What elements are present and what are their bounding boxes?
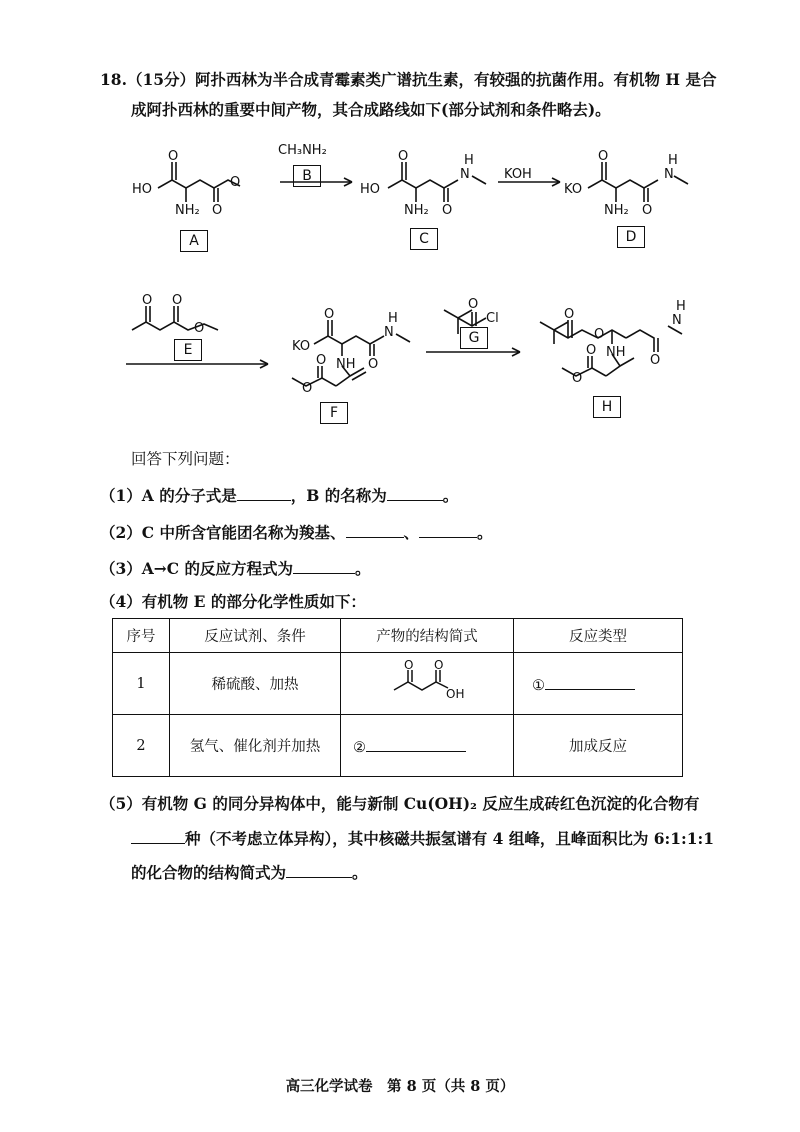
atom-O: O [212,203,223,218]
answer-blank[interactable] [419,521,477,538]
table-row [113,653,683,715]
subquestion-5-line1: （5）有机物 G 的同分异构体中，能与新制 Cu(OH)₂ 反应生成砖红色沉淀的化合物有 [100,794,700,813]
atom-O: O [172,293,183,308]
atom-NH2: NH₂ [404,203,429,218]
table-header: 序号 [113,619,170,653]
atom-O: O [194,321,205,336]
atom-KO: KO [564,182,583,197]
atom-O: O [572,371,583,386]
subquestion-3: （3）A→C 的反应方程式为 。 [100,559,371,578]
atom-HO: HO [360,182,381,197]
row-reaction-type: ① [514,653,683,715]
atom-NH2: NH₂ [604,203,629,218]
atom-H: H [464,153,474,168]
row-product-structure: ② [341,715,514,777]
atom-N: N [384,325,394,340]
table-header: 反应类型 [514,619,683,653]
answer-blank[interactable] [545,673,635,690]
table-header: 产物的结构简式 [341,619,514,653]
label-H: H [593,396,621,418]
label-C: C [410,228,438,250]
question-number: 18. [100,70,127,89]
atom-NH2: NH₂ [175,203,200,218]
answer-blank[interactable] [366,735,466,752]
row-reaction-type: 加成反应 [514,715,683,777]
row-number: 2 [113,715,170,777]
atom-OH: OH [446,686,465,701]
atom-HO: HO [132,182,153,197]
atom-O: O [442,203,453,218]
atom-O: O [598,149,609,164]
atom-N: N [664,167,674,182]
subquestion-2: （2）C 中所含官能团名称为羧基、 、 。 [100,523,493,542]
row-reagent: 氢气、催化剂并加热 [170,715,341,777]
subquestion-1: （1）A 的分子式是 ，B 的名称为 。 [100,486,459,505]
label-G: G [460,327,488,349]
page-footer: 高三化学试卷 第 8 页（共 8 页） [285,1078,515,1095]
atom-H: H [388,311,398,326]
atom-O: O [368,357,379,372]
atom-O: O [230,175,241,190]
atom-H: H [676,299,686,314]
subquestion-5-line2: 种（不考虑立体异构），其中核磁共振氢谱有 4 组峰，且峰面积比为 6:1:1:1 [131,827,714,850]
atom-O: O [398,149,409,164]
acetoacetic-acid-structure [382,660,472,704]
atom-O: O [168,149,179,164]
reagent-ch3nh2: CH₃NH₂ [278,143,327,158]
answer-blank[interactable] [387,484,443,501]
atom-O: O [324,307,335,322]
answer-blank[interactable] [293,557,355,574]
atom-O: O [142,293,153,308]
atom-O: O [302,381,313,396]
answer-blank[interactable] [237,484,291,501]
question-intro-line1: 18.（15分）阿扑西林为半合成青霉素类广谱抗生素，有较强的抗菌作用。有机物 H 是合 [100,70,717,89]
atom-O: O [316,353,327,368]
label-F: F [320,402,348,424]
table-row [113,715,683,777]
atom-O: O [642,203,653,218]
answer-blank[interactable] [286,861,352,878]
table-header: 反应试剂、条件 [170,619,341,653]
label-B: B [293,165,321,187]
atom-O: O [434,659,444,672]
reagent-koh: KOH [504,167,532,182]
atom-O: O [594,327,605,342]
label-D: D [617,226,645,248]
question-intro-line2: 成阿扑西林的重要中间产物，其合成路线如下(部分试剂和条件略去)。 [131,100,611,119]
atom-N: N [460,167,470,182]
label-A: A [180,230,208,252]
answer-blank[interactable] [131,827,185,844]
atom-H: H [668,153,678,168]
answer-prompt: 回答下列问题： [131,450,240,468]
atom-NH: NH [606,345,626,360]
row-number: 1 [113,653,170,715]
subquestion-4: （4）有机物 E 的部分化学性质如下： [100,592,366,611]
atom-O: O [468,297,479,312]
atom-KO: KO [292,339,311,354]
atom-O: O [404,659,414,672]
atom-Cl: Cl [486,311,499,326]
row-reagent: 稀硫酸、加热 [170,653,341,715]
subquestion-5-line3: 的化合物的结构简式为 。 [131,863,368,882]
atom-NH: NH [336,357,356,372]
row-product-structure [341,653,514,715]
table-header-row [113,619,683,653]
answer-blank[interactable] [346,521,404,538]
reaction-table [112,618,683,777]
atom-O: O [564,307,575,322]
atom-N: N [672,313,682,328]
atom-O: O [650,353,661,368]
atom-O: O [586,343,597,358]
label-E: E [174,339,202,361]
synthesis-scheme-row2 [120,282,750,427]
